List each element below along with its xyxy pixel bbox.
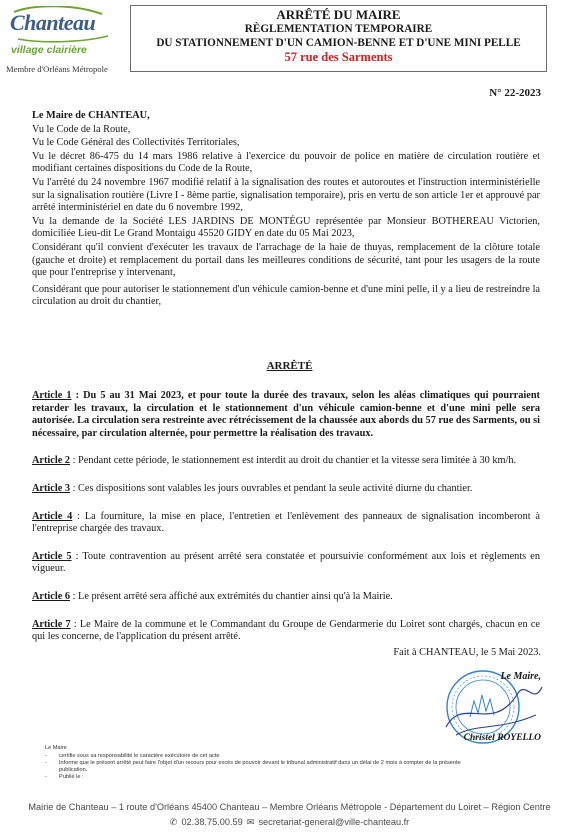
mayor-heading: Le Maire de CHANTEAU,	[32, 110, 150, 121]
article-label: Article 1	[32, 390, 72, 401]
article-label: Article 6	[32, 590, 71, 602]
note-item: - Publié le :	[45, 774, 84, 780]
town-logo	[4, 6, 132, 78]
article-label: Article 4	[32, 510, 73, 522]
article-text: : Ces dispositions sont valables les jours ouvrables et pendant la seule activité diurne du chantier.	[70, 482, 473, 494]
preamble-line: Vu la demande de la Société LES JARDINS DE MONTÉGU représentée par Monsieur BOTHEREAU Victorien, domiciliée Lieu-dit Le Grand Montaigu 45520 GIDY en date du 05 Mai 2023,	[32, 215, 540, 240]
document-title-box	[130, 5, 547, 72]
article-label: Article 3	[32, 482, 71, 494]
title-line-3: DU STATIONNEMENT D'UN CAMION-BENNE ET D'UNE MINI PELLE	[156, 37, 521, 49]
article-6	[32, 591, 540, 604]
logo-wordmark: Chanteau	[10, 10, 96, 35]
signatory-title: Le Maire,	[500, 671, 541, 682]
preamble-line: Vu l'arrêté du 24 novembre 1967 modifié relatif à la signalisation des routes et autoroutes et l'instruction interministérielle sur la signalisation routière (Livre I - 8ème partie, signalisation temporaire), pris en vertu de son article 1er et approuvé par arrêté interministériel en date du 6 novembre 1992,	[32, 176, 540, 214]
footer-email[interactable]: secretariat-general@ville-chanteau.fr	[258, 817, 410, 827]
title-address: 57 rue des Sarments	[284, 50, 393, 64]
article-text: : Toute contravention au présent arrêté sera constatée et poursuivie conformément aux lois et règlements en vigueur.	[32, 550, 540, 575]
article-text: : Le présent arrêté sera affiché aux extrémités du chantier ainsi qu'à la Mairie.	[70, 590, 393, 602]
page-footer	[0, 800, 579, 830]
note-item: - Informe que le présent arrêté peut faire l'objet d'un recours pour excès de pouvoir devant le tribunal administratif dans un délai de 2 mois à compter de la présente publication.	[45, 760, 461, 773]
article-3	[32, 483, 540, 496]
article-text: : Le Maire de la commune et le Commandant du Groupe de Gendarmerie du Loiret sont chargés, chacun en ce qui les concerne, de l'application du présent arrêté.	[32, 618, 540, 643]
footer-contact	[170, 815, 410, 830]
notes-heading: Le Maire	[45, 745, 67, 751]
article-5	[32, 551, 540, 576]
article-text: : Du 5 au 31 Mai 2023, et pour toute la durée des travaux, selon les aléas climatiques qui pourraient retarder les travaux, la circulation et le stationnement d'un véhicule camion-benne et d'une mini pelle sera autorisée. La circulation sera restreinte avec rétrécissement de la chaussée aux abords du 57 rue des Sarments, ou si nécessaire, par circulation alternée, pour permettre la réalisation des travaux.	[32, 390, 540, 439]
preamble	[32, 110, 540, 309]
preamble-line: Vu le décret 86-475 du 14 mars 1986 relative à l'exercice du pouvoir de police en matière de circulation routière et modifiant certaines dispositions du Code de la Route,	[32, 150, 540, 175]
article-4	[32, 511, 540, 536]
article-label: Article 7	[32, 618, 71, 630]
article-label: Article 5	[32, 550, 72, 562]
article-2	[32, 455, 540, 468]
footer-phone: 02.38.75.00.59	[181, 817, 243, 827]
footer-address: Mairie de Chanteau – 1 route d'Orléans 45400 Chanteau – Membre Orléans Métropole - Département du Loiret – Région Centre	[28, 802, 551, 812]
preamble-line: Vu le Code de la Route,	[32, 123, 131, 135]
note-item: - certifie sous sa responsabilité le caractère exécutoire de cet acte	[45, 753, 220, 759]
phone-icon: ✆	[169, 817, 178, 827]
articles-list	[32, 390, 540, 659]
logo-membership: Membre d'Orléans Métropole	[6, 64, 108, 74]
preamble-line: Vu le Code Général des Collectivités Territoriales,	[32, 137, 240, 149]
place-and-date: Fait à CHANTEAU, le 5 Mai 2023.	[393, 647, 541, 658]
article-text: : Pendant cette période, le stationnement est interdit au droit du chantier et la vitesse sera limitée à 30 km/h.	[70, 455, 517, 467]
article-7	[32, 619, 540, 644]
article-text: : La fourniture, la mise en place, l'entretien et l'enlèvement des panneaux de signalisation incomberont à l'entreprise chargée des travaux.	[32, 510, 540, 535]
logo-tagline: village clairière	[11, 44, 87, 56]
decision-heading: ARRÊTÉ	[266, 360, 313, 372]
signatory-name: Christel ROYELLO	[463, 733, 541, 743]
title-line-1: ARRÊTÉ DU MAIRE	[276, 7, 401, 22]
legal-notes	[45, 745, 485, 781]
decree-number: N° 22-2023	[489, 87, 541, 99]
preamble-line: Considérant qu'il convient d'exécuter les travaux de l'arrachage de la haie de thuyas, remplacement de la clôture totale (gauche et droite) et remplacement du portail dans les meilleures conditions de sécurité, tant pour les usagers de la route que pour l'entreprise y intervenant,	[32, 241, 540, 279]
title-line-2: RÈGLEMENTATION TEMPORAIRE	[244, 23, 433, 35]
email-icon: ✉	[246, 817, 255, 827]
article-1	[32, 390, 540, 440]
article-label: Article 2	[32, 455, 71, 467]
preamble-line: Considérant que pour autoriser le stationnement d'un véhicule camion-benne et d'une mini pelle, il y a lieu de restreindre la circulation au droit du chantier,	[32, 283, 540, 308]
